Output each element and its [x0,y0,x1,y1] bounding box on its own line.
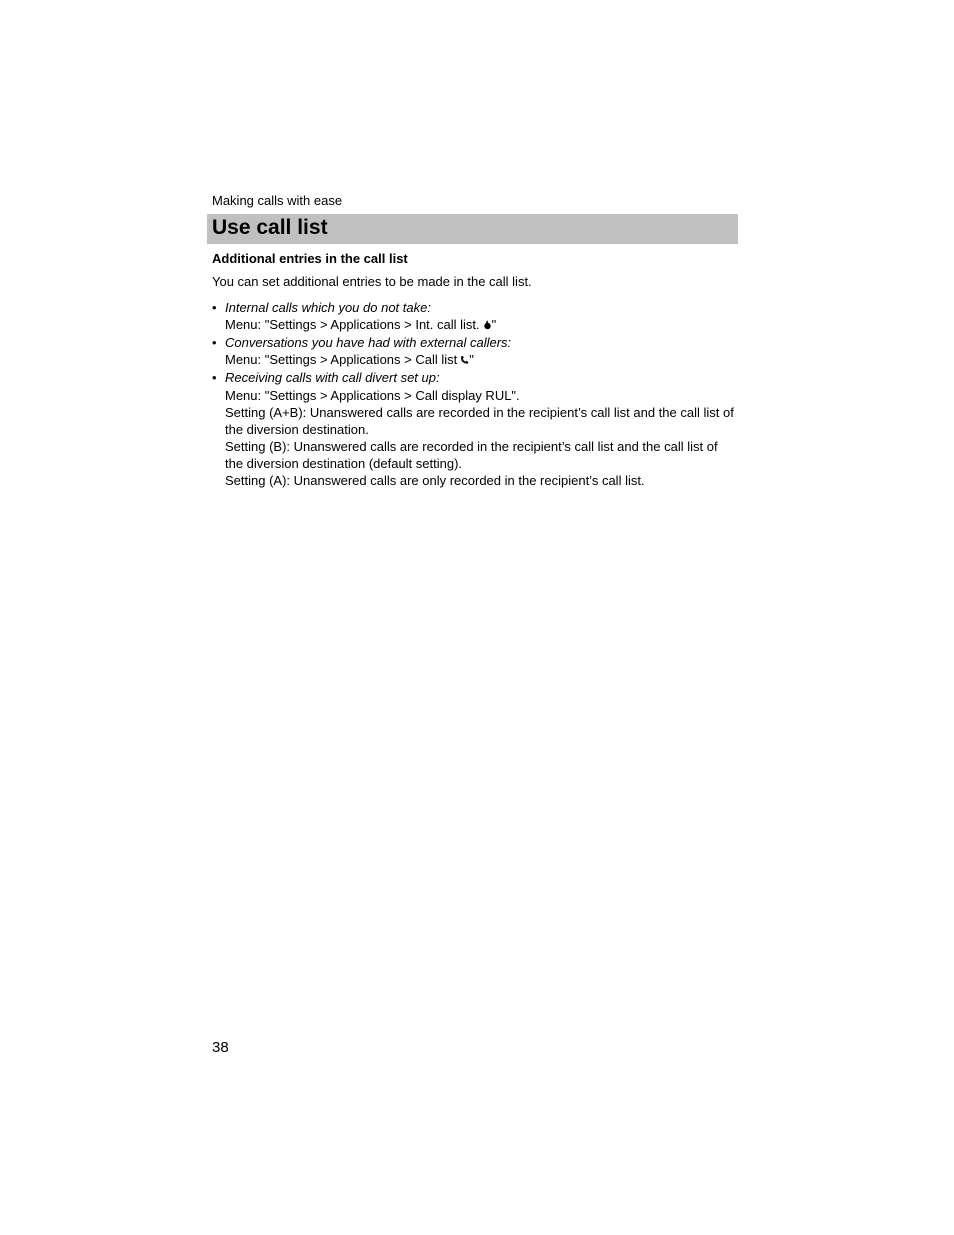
menu-path-close: " [491,317,497,332]
subheading: Additional entries in the call list [212,251,408,266]
internal-call-icon [483,317,492,334]
page-title: Use call list [212,216,328,239]
entry-menu-path [225,351,736,369]
list-item [212,334,736,369]
page-number: 38 [212,1039,229,1056]
entry-title: Conversations you have had with external callers: [225,335,512,350]
entry-menu-path [225,316,736,334]
section-title-bar [207,214,738,244]
bullet: • [212,335,217,350]
intro-paragraph: You can set additional entries to be made in the call list. [212,274,532,289]
entries-list [212,299,736,489]
list-item [212,299,736,334]
setting-description: Setting (A+B): Unanswered calls are recorded in the recipient’s call list and the call list of the diversion destination. [225,405,734,437]
list-item [212,369,736,489]
running-header: Making calls with ease [212,193,343,208]
bullet: • [212,300,217,315]
menu-path-close: " [469,352,474,367]
bullet: • [212,370,217,385]
setting-description: Setting (B): Unanswered calls are recorded in the recipient’s call list and the call list of the diversion destination (default setting). [225,439,718,471]
entry-menu-path: Menu: "Settings > Applications > Call display RUL". [225,388,520,403]
menu-path-text: Menu: "Settings > Applications > Int. call list. [225,317,480,332]
entry-title: Receiving calls with call divert set up: [225,370,440,385]
entry-title: Internal calls which you do not take: [225,300,431,315]
setting-description: Setting (A): Unanswered calls are only recorded in the recipient’s call list. [225,473,645,488]
menu-path-text: Menu: "Settings > Applications > Call list [225,352,458,367]
external-call-icon [460,352,469,369]
